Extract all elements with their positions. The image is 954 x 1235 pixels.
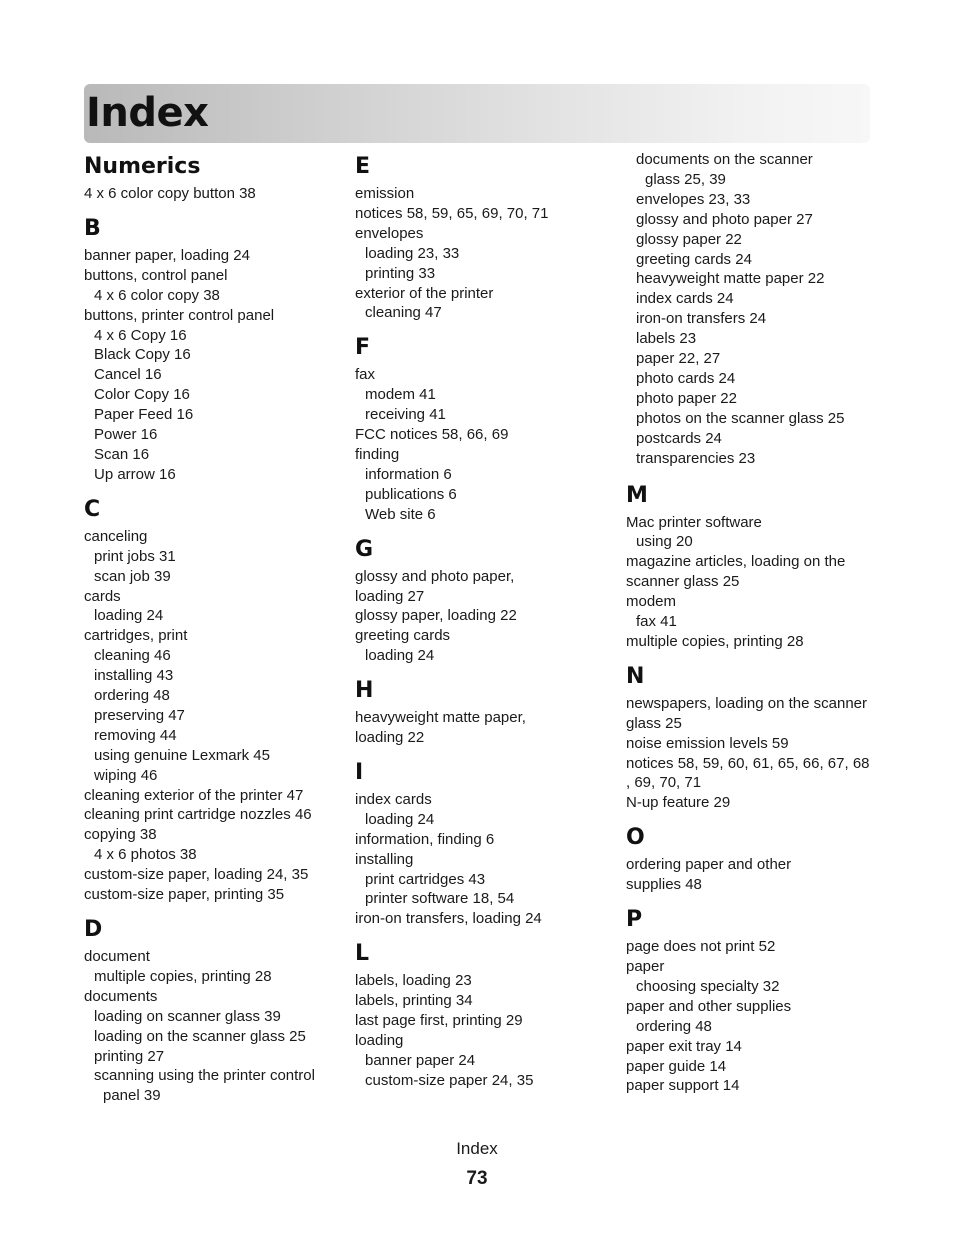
section-heading: E xyxy=(355,154,371,179)
section-heading: I xyxy=(355,759,364,785)
index-entry: documents on the scanner xyxy=(636,151,813,168)
index-entry: 4 x 6 color copy button 38 xyxy=(84,185,256,202)
index-entry: installing xyxy=(355,850,414,868)
index-entry: glass 25, 39 xyxy=(645,170,726,188)
index-section xyxy=(626,660,886,813)
index-entry: glossy paper, loading 22 xyxy=(355,607,517,625)
index-entry: panel 39 xyxy=(103,1087,161,1105)
index-entry: multiple copies, printing 28 xyxy=(626,632,804,650)
section-heading: M xyxy=(626,482,648,508)
index-entry: glass 25 xyxy=(626,714,682,732)
section-heading: C xyxy=(84,496,101,522)
section-heading: N xyxy=(626,663,645,689)
index-entry: finding xyxy=(355,445,400,463)
index-entry: canceling xyxy=(84,527,148,545)
index-entry: 4 x 6 photos 38 xyxy=(94,846,197,864)
index-entry: using 20 xyxy=(636,533,693,551)
index-entry: ordering 48 xyxy=(636,1017,712,1035)
index-entry: glossy and photo paper 27 xyxy=(636,210,813,228)
index-entry: cleaning 47 xyxy=(365,304,442,322)
index-entry: scanner glass 25 xyxy=(626,573,740,591)
index-entry: noise emission levels 59 xyxy=(626,734,789,752)
index-entry: wiping 46 xyxy=(94,766,158,784)
section-heading: O xyxy=(626,825,645,851)
entry-list xyxy=(355,971,617,1090)
index-entry: exterior of the printer xyxy=(355,284,494,302)
page-title: Index xyxy=(86,90,209,136)
entry-list xyxy=(84,947,344,1106)
index-entry: envelopes xyxy=(355,224,424,242)
section-heading: F xyxy=(355,335,371,361)
section-heading: H xyxy=(355,678,374,704)
index-entry: photo cards 24 xyxy=(636,369,736,387)
index-entry: Black Copy 16 xyxy=(94,346,191,364)
index-entry: last page first, printing 29 xyxy=(355,1012,523,1030)
index-entry: Color Copy 16 xyxy=(94,386,190,404)
entry-list xyxy=(84,527,344,905)
index-entry: printing 27 xyxy=(94,1047,165,1065)
continued-entry-list xyxy=(626,150,886,469)
index-section xyxy=(355,674,617,748)
footer-section-label: Index xyxy=(456,1139,498,1158)
index-entry: labels, printing 34 xyxy=(355,992,473,1010)
index-entry: custom-size paper 24, 35 xyxy=(365,1071,534,1089)
index-entry: Scan 16 xyxy=(94,445,150,463)
section-heading: B xyxy=(84,215,101,241)
index-entry: printer software 18, 54 xyxy=(365,890,515,908)
index-entry: iron-on transfers, loading 24 xyxy=(355,910,542,928)
index-entry: index cards 24 xyxy=(636,290,734,308)
index-entry: Cancel 16 xyxy=(94,366,162,384)
index-column-3 xyxy=(626,150,886,1104)
page-number: 73 xyxy=(466,1168,488,1189)
section-heading: G xyxy=(355,536,374,562)
index-entry: cartridges, print xyxy=(84,627,188,645)
index-entry: banner paper, loading 24 xyxy=(84,246,250,264)
index-section xyxy=(84,913,344,1106)
index-entry: preserving 47 xyxy=(94,706,185,724)
index-entry: FCC notices 58, 66, 69 xyxy=(355,426,509,444)
index-section xyxy=(355,150,617,323)
section-heading: D xyxy=(84,917,103,942)
index-entry: document xyxy=(84,948,150,965)
index-entry: cleaning exterior of the printer 47 xyxy=(84,786,304,804)
entry-list xyxy=(626,513,886,652)
index-entry: information, finding 6 xyxy=(355,830,495,848)
index-entry: custom-size paper, printing 35 xyxy=(84,886,285,904)
index-entry: iron-on transfers 24 xyxy=(636,310,767,328)
index-section xyxy=(626,479,886,652)
index-entry: cards xyxy=(84,587,121,605)
index-entry: print jobs 31 xyxy=(94,547,176,565)
index-entry: page does not print 52 xyxy=(626,938,776,956)
entry-list xyxy=(626,694,886,813)
section-heading: P xyxy=(626,907,643,933)
index-entry: postcards 24 xyxy=(636,429,722,447)
index-entry: publications 6 xyxy=(365,485,457,503)
index-entry: custom-size paper, loading 24, 35 xyxy=(84,866,309,884)
index-entry: 4 x 6 Copy 16 xyxy=(94,326,187,344)
index-entry: Mac printer software xyxy=(626,513,762,531)
index-entry: buttons, printer control panel xyxy=(84,306,275,324)
index-entry: heavyweight matte paper 22 xyxy=(636,270,825,288)
index-entry: paper exit tray 14 xyxy=(626,1037,742,1055)
index-entry: glossy and photo paper, xyxy=(355,567,515,585)
index-entry: labels, loading 23 xyxy=(355,972,472,990)
index-section xyxy=(355,533,617,667)
index-entry: multiple copies, printing 28 xyxy=(94,967,272,985)
index-column-2 xyxy=(355,150,617,1099)
index-entry: loading xyxy=(355,1032,404,1049)
index-entry: scanning using the printer control xyxy=(94,1067,315,1085)
index-entry: greeting cards 24 xyxy=(636,250,752,268)
entry-list xyxy=(355,365,617,524)
index-entry: fax xyxy=(355,366,376,384)
index-entry: newspapers, loading on the scanner xyxy=(626,694,867,712)
index-entry: loading 23, 33 xyxy=(365,244,460,262)
index-section xyxy=(626,821,886,895)
index-entry: loading on the scanner glass 25 xyxy=(94,1027,306,1045)
index-entry: 4 x 6 color copy 38 xyxy=(94,286,220,304)
index-entry: Web site 6 xyxy=(365,505,436,523)
index-section xyxy=(84,150,344,204)
index-entry: ordering paper and other xyxy=(626,856,792,874)
index-entry: glossy paper 22 xyxy=(636,230,742,248)
index-section xyxy=(626,903,886,1096)
index-entry: receiving 41 xyxy=(365,406,446,424)
index-entry: modem 41 xyxy=(365,386,436,404)
index-entry: Paper Feed 16 xyxy=(94,406,194,424)
index-entry: emission xyxy=(355,185,415,202)
index-entry: magazine articles, loading on the xyxy=(626,553,846,571)
index-entry: paper 22, 27 xyxy=(636,350,721,368)
entry-list xyxy=(626,937,886,1096)
index-column-1 xyxy=(84,150,344,1114)
index-entry: paper xyxy=(626,958,665,975)
index-entry: notices 58, 59, 65, 69, 70, 71 xyxy=(355,204,549,222)
entry-list xyxy=(84,184,344,204)
index-entry: choosing specialty 32 xyxy=(636,977,780,995)
index-section xyxy=(355,331,617,524)
index-entry: buttons, control panel xyxy=(84,266,228,284)
index-entry: printing 33 xyxy=(365,264,436,282)
section-heading: Numerics xyxy=(84,154,201,179)
index-entry: Power 16 xyxy=(94,426,158,444)
index-entry: labels 23 xyxy=(636,330,697,348)
index-entry: index cards xyxy=(355,790,432,808)
index-entry: envelopes 23, 33 xyxy=(636,190,751,208)
index-section xyxy=(355,937,617,1090)
section-heading: L xyxy=(355,941,370,967)
index-entry: paper support 14 xyxy=(626,1077,740,1095)
index-entry: loading on scanner glass 39 xyxy=(94,1007,281,1025)
index-entry: Up arrow 16 xyxy=(94,465,176,483)
index-section xyxy=(84,493,344,905)
index-entry: print cartridges 43 xyxy=(365,870,486,888)
index-entry: notices 58, 59, 60, 61, 65, 66, 67, 68 xyxy=(626,754,870,772)
index-entry: supplies 48 xyxy=(626,876,702,894)
index-entry: cleaning print cartridge nozzles 46 xyxy=(84,806,312,824)
index-entry: scan job 39 xyxy=(94,567,171,585)
index-entry: installing 43 xyxy=(94,667,174,685)
entry-list xyxy=(355,567,617,667)
index-entry: copying 38 xyxy=(84,826,157,844)
index-entry: photos on the scanner glass 25 xyxy=(636,409,845,427)
index-entry: loading 24 xyxy=(365,810,435,828)
index-entry: documents xyxy=(84,987,158,1005)
index-entry: cleaning 46 xyxy=(94,647,171,665)
entry-list xyxy=(355,790,617,929)
index-entry: information 6 xyxy=(365,465,452,483)
index-entry: paper and other supplies xyxy=(626,997,792,1015)
entry-list xyxy=(626,855,886,895)
index-entry: paper guide 14 xyxy=(626,1057,727,1075)
entry-list xyxy=(355,184,617,323)
index-entry: loading 24 xyxy=(94,607,164,625)
entry-list xyxy=(355,708,617,748)
index-entry: banner paper 24 xyxy=(365,1051,476,1069)
index-entry: loading 22 xyxy=(355,729,425,747)
index-entry: loading 27 xyxy=(355,587,425,605)
index-entry: greeting cards xyxy=(355,627,451,645)
index-entry: photo paper 22 xyxy=(636,389,737,407)
index-entry: , 69, 70, 71 xyxy=(626,774,702,792)
index-section xyxy=(84,212,344,485)
index-entry: transparencies 23 xyxy=(636,449,756,467)
index-entry: ordering 48 xyxy=(94,687,170,705)
entry-list xyxy=(84,246,344,485)
index-entry: N-up feature 29 xyxy=(626,794,731,812)
index-entry: modem xyxy=(626,593,677,611)
index-entry: using genuine Lexmark 45 xyxy=(94,746,270,764)
index-entry: fax 41 xyxy=(636,613,677,631)
index-section xyxy=(355,756,617,929)
index-entry: heavyweight matte paper, xyxy=(355,709,526,727)
index-entry: loading 24 xyxy=(365,647,435,665)
index-entry: removing 44 xyxy=(94,726,177,744)
